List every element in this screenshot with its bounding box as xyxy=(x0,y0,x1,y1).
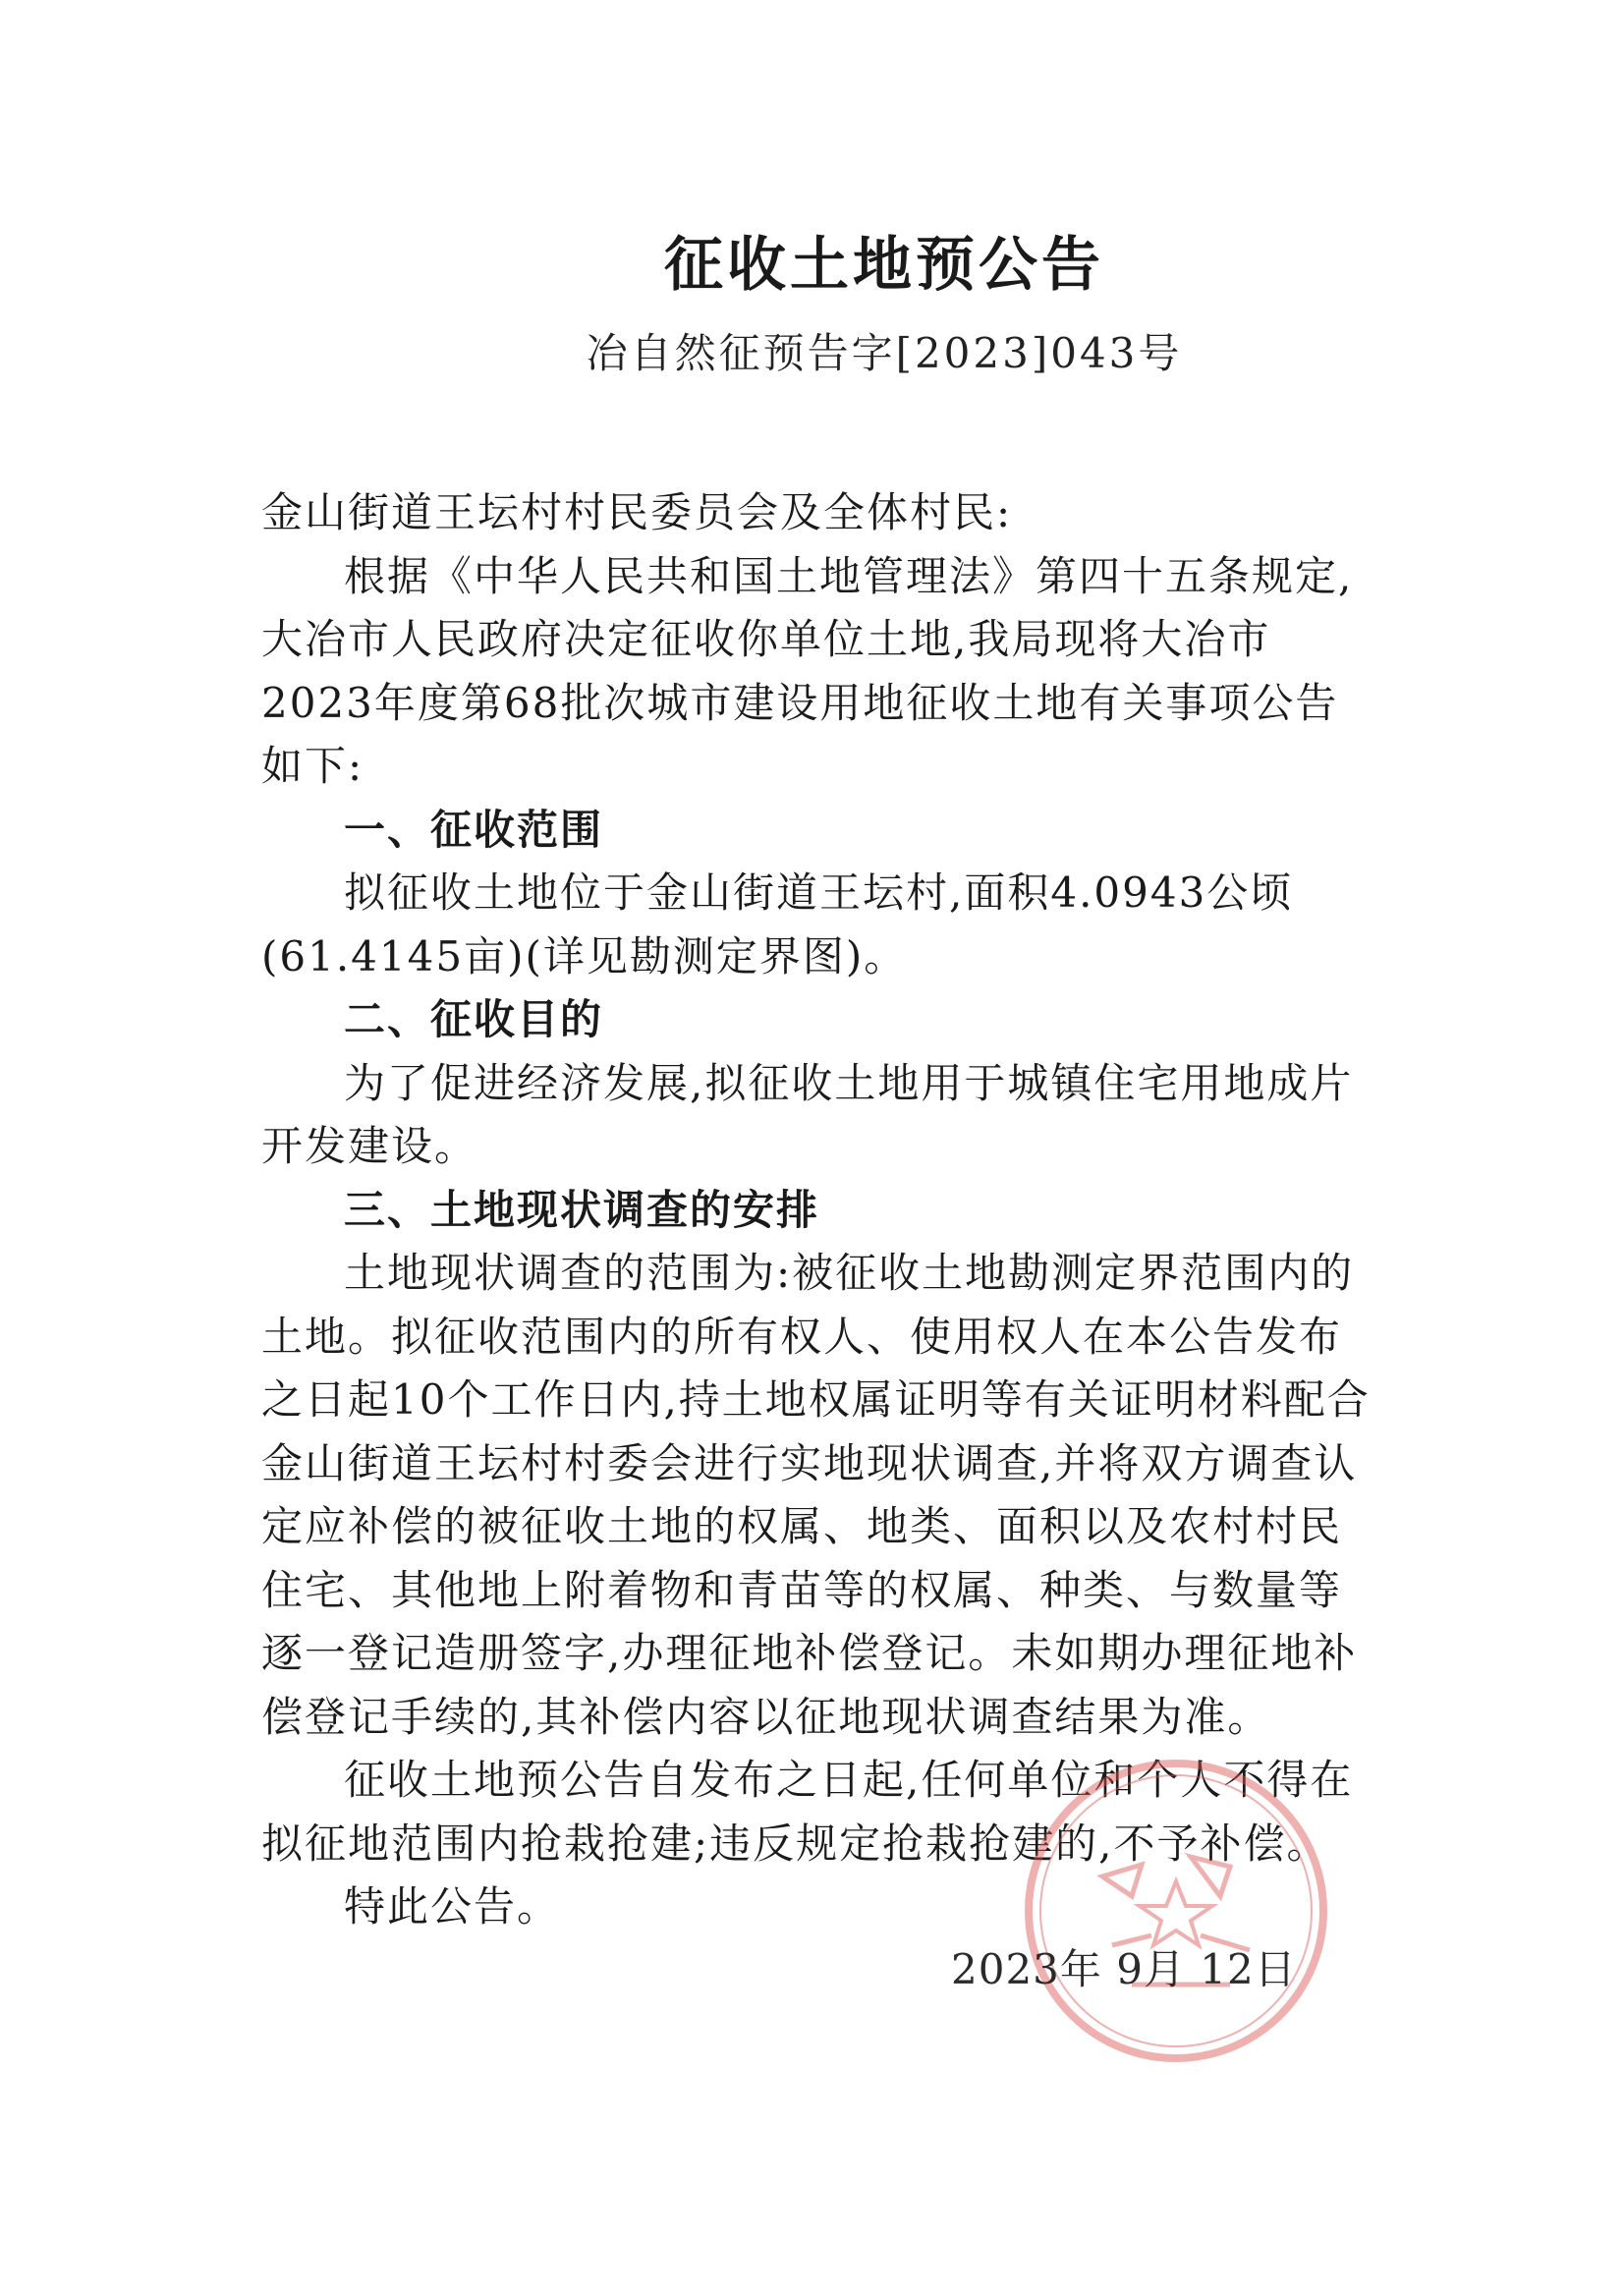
section-heading: 二、征收目的 xyxy=(344,995,604,1043)
paragraph: 为了促进经济发展,拟征收土地用于城镇住宅用地成片开发建设。 xyxy=(261,1058,1354,1170)
paragraph: 征收土地预公告自发布之日起,任何单位和个人不得在拟征地范围内抢栽抢建;违反规定抢栽抢建的,不予补偿。 xyxy=(261,1756,1354,1868)
paragraph: 拟征收土地位于金山街道王坛村,面积4.0943公顷(61.4145亩)(详见勘测定界图)。 xyxy=(261,868,1294,980)
closing: 特此公告。 xyxy=(344,1882,561,1931)
section-heading: 三、土地现状调查的安排 xyxy=(344,1185,820,1234)
salutation: 金山街道王坛村村民委员会及全体村民: xyxy=(261,488,1013,536)
document-number: 冶自然征预告字[2023]043号 xyxy=(586,329,1183,377)
paragraph: 土地现状调查的范围为:被征收土地勘测定界范围内的土地。拟征收范围内的所有权人、使用权人在本公告发布之日起10个工作日内,持土地权属证明等有关证明材料配合金山街道王坛村村委会进行实地现状调查,并将双方调查认定应补偿的被征收土地的权属、地类、面积以及农村村民住宅、其他地上附着物和青苗等的权属、种类、与数量等逐一登记造册签字,办理征地补偿登记。未如期办理征地补偿登记手续的,其补偿内容以征地现状调查结果为准。 xyxy=(261,1249,1371,1741)
section-heading: 一、征收范围 xyxy=(344,805,604,854)
paragraph: 根据《中华人民共和国土地管理法》第四十五条规定,大冶市人民政府决定征收你单位土地,我局现将大冶市2023年度第68批次城市建设用地征收土地有关事项公告如下: xyxy=(261,551,1354,790)
signature-date: 2023年 9月 12日 xyxy=(951,1945,1297,1993)
document-title: 征收土地预公告 xyxy=(664,231,1104,300)
document-body xyxy=(261,481,1372,1939)
